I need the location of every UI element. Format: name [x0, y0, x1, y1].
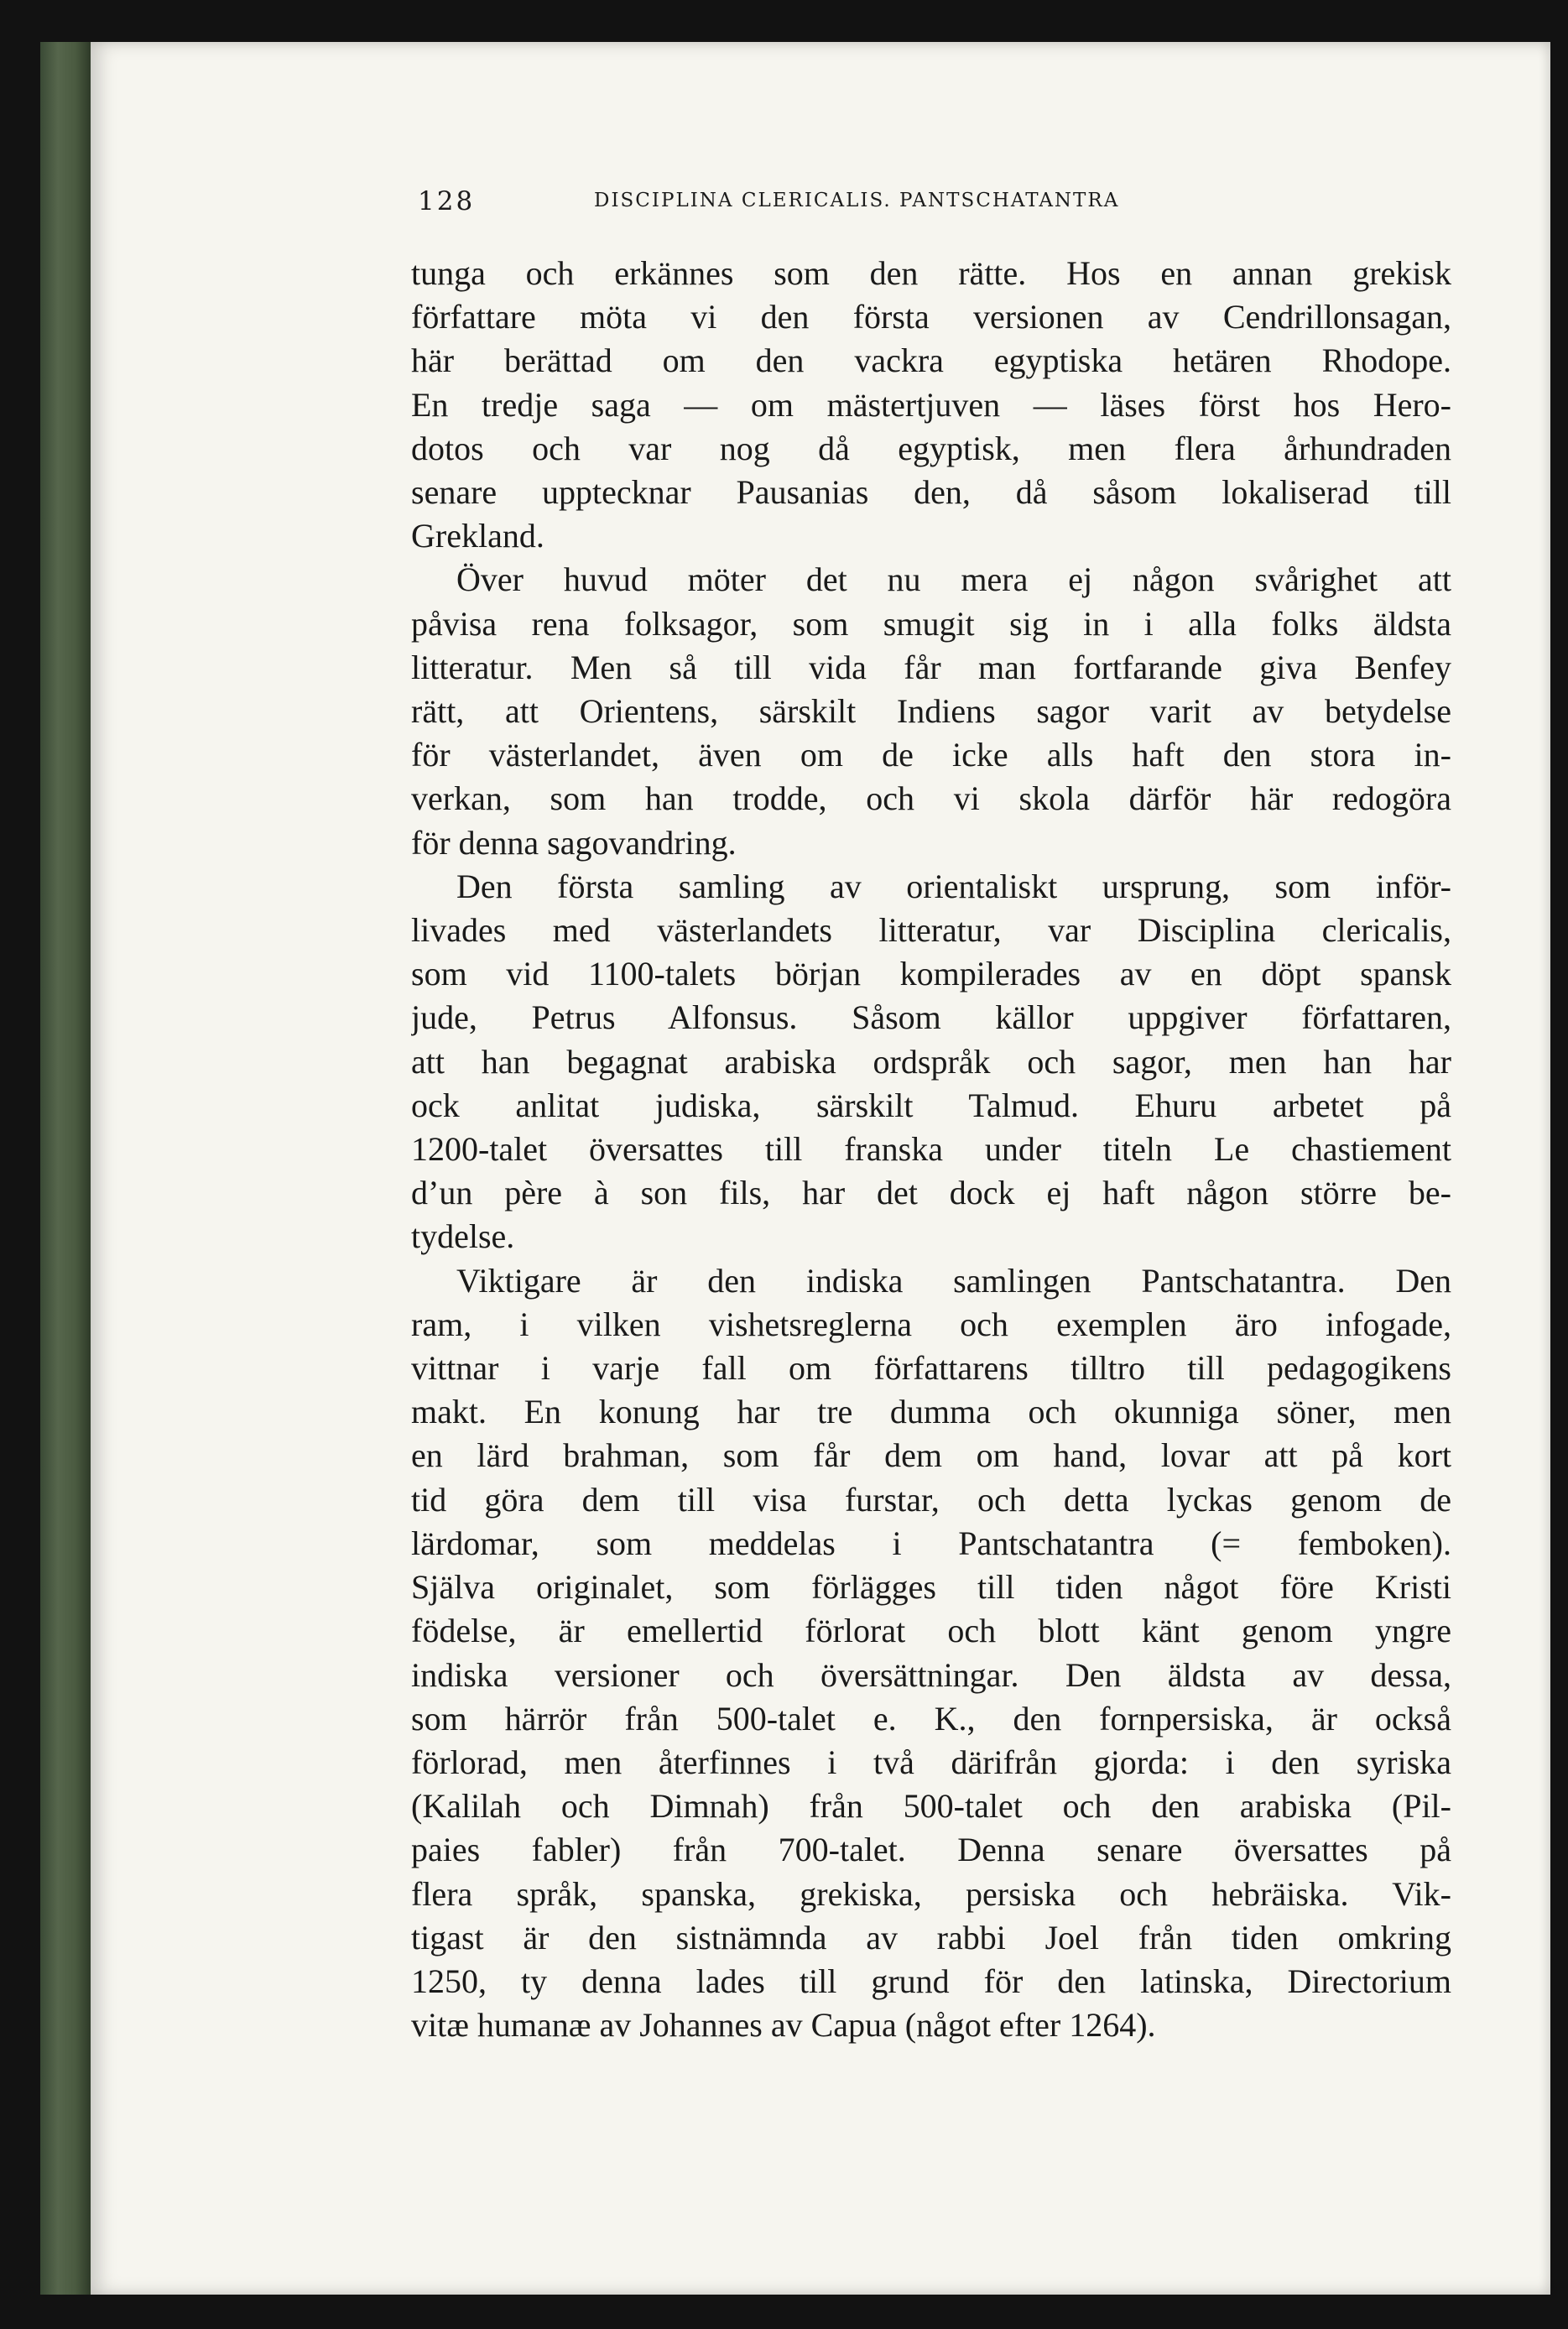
text-line: vittnar i varje fall om författarens tilltro till pedagogikens [411, 1349, 1451, 1388]
text-line: senare upptecknar Pausanias den, då såsom lokaliserad till [411, 473, 1451, 512]
text-line: författare möta vi den första versionen av Cendrillonsagan, [411, 298, 1451, 336]
text-line: födelse, är emellertid förlorat och blott känt genom yngre [411, 1612, 1451, 1650]
book-spine [40, 42, 91, 2295]
text-line: vitæ humanæ av Johannes av Capua (något efter 1264). [411, 2006, 1156, 2045]
text-line: för denna sagovandring. [411, 823, 737, 862]
text-line: som vid 1100-talets början kompilerades av en döpt spansk [411, 955, 1451, 993]
text-line: påvisa rena folksagor, som smugit sig in i alla folks äldsta [411, 604, 1451, 643]
text-line: som härrör från 500-talet e. K., den fornpersiska, är också [411, 1699, 1451, 1738]
body-text [411, 252, 1451, 2047]
text-line: makt. En konung har tre dumma och okunniga söner, men [411, 1393, 1451, 1431]
text-line: litteratur. Men så till vida får man fortfarande giva Benfey [411, 648, 1451, 686]
text-line: för västerlandet, även om de icke alls haft den stora in- [411, 736, 1451, 774]
paragraph [411, 1259, 1451, 2048]
text-line: förlorad, men återfinnes i två därifrån gjorda: i den syriska [411, 1743, 1451, 1781]
text-line: Själva originalet, som förlägges till tiden något före Kristi [411, 1568, 1451, 1607]
text-line: lärdomar, som meddelas i Pantschatantra (= femboken). [411, 1524, 1451, 1562]
text-line: indiska versioner och översättningar. Den äldsta av dessa, [411, 1655, 1451, 1694]
text-line: jude, Petrus Alfonsus. Såsom källor uppgiver författaren, [411, 998, 1451, 1037]
text-line: En tredje saga — om mästertjuven — läses först hos Hero- [411, 385, 1451, 424]
text-line: en lärd brahman, som får dem om hand, lovar att på kort [411, 1436, 1451, 1475]
text-line: livades med västerlandets litteratur, var Disciplina clericalis, [411, 911, 1451, 950]
text-line: 1250, ty denna lades till grund för den latinska, Directorium [411, 1962, 1451, 2000]
text-line: (Kalilah och Dimnah) från 500-talet och den arabiska (Pil- [411, 1787, 1451, 1826]
text-line: att han begagnat arabiska ordspråk och sagor, men han har [411, 1042, 1451, 1081]
text-line: flera språk, spanska, grekiska, persiska och hebräiska. Vik- [411, 1874, 1451, 1913]
page-number: 128 [418, 186, 476, 216]
text-line: ock anlitat judiska, särskilt Talmud. Ehuru arbetet på [411, 1086, 1451, 1124]
text-line: ram, i vilken vishetsreglerna och exemplen äro infogade, [411, 1305, 1451, 1343]
paragraph [411, 865, 1451, 1259]
text-line: tunga och erkännes som den rätte. Hos en annan grekisk [411, 254, 1451, 292]
text-line: Över huvud möter det nu mera ej någon svårighet att [456, 560, 1451, 599]
text-line: Grekland. [411, 517, 544, 555]
text-line: rätt, att Orientens, särskilt Indiens sagor varit av betydelse [411, 692, 1451, 731]
text-line: tid göra dem till visa furstar, och detta lyckas genom de [411, 1480, 1451, 1519]
text-line: paies fabler) från 700-talet. Denna senare översattes på [411, 1831, 1451, 1869]
text-line: tydelse. [411, 1217, 515, 1256]
text-line: verkan, som han trodde, och vi skola därför här redogöra [411, 779, 1451, 818]
paragraph [411, 558, 1451, 864]
text-line: 1200-talet översattes till franska under titeln Le chastiement [411, 1130, 1451, 1169]
paragraph [411, 252, 1451, 558]
text-line: här berättad om den vackra egyptiska hetären Rhodope. [411, 341, 1451, 380]
text-line: Viktigare är den indiska samlingen Pantschatantra. Den [456, 1261, 1451, 1300]
text-line: d’un père à son fils, har det dock ej haft någon större be- [411, 1174, 1451, 1212]
text-line: Den första samling av orientaliskt ursprung, som inför- [456, 867, 1451, 905]
text-line: tigast är den sistnämnda av rabbi Joel från tiden omkring [411, 1918, 1451, 1956]
running-head [418, 186, 1466, 220]
running-title: DISCIPLINA CLERICALIS. PANTSCHATANTRA [594, 190, 1120, 211]
text-line: dotos och var nog då egyptisk, men flera århundraden [411, 429, 1451, 467]
